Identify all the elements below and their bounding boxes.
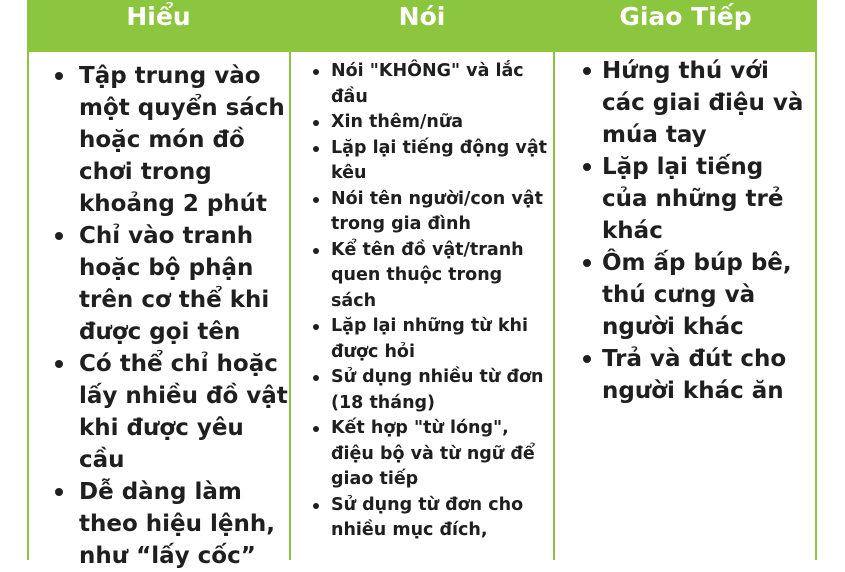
list-item: Nói "KHÔNG" và lắc đầu xyxy=(291,59,553,110)
giao-tiep-list xyxy=(555,55,815,407)
list-item: Lặp lại những từ khi được hỏi xyxy=(291,314,553,365)
header-hieu: Hiểu xyxy=(126,2,191,31)
list-item: Tập trung vào một quyển sách hoặc món đồ chơi trong khoảng 2 phút xyxy=(29,60,289,220)
list-item: Nói tên người/con vật trong gia đình xyxy=(291,187,553,238)
list-item: Chỉ vào tranh hoặc bộ phận trên cơ thể khi được gọi tên xyxy=(29,220,289,348)
list-item: Trả và đút cho người khác ăn xyxy=(555,343,815,407)
hieu-list xyxy=(29,60,289,572)
list-item: Dễ dàng làm theo hiệu lệnh, như “lấy cốc” xyxy=(29,476,289,572)
list-item: Sử dụng từ đơn cho nhiều mục đích, xyxy=(291,493,553,544)
border-right xyxy=(815,0,817,560)
list-item: Lặp lại tiếng động vật kêu xyxy=(291,136,553,187)
column-noi xyxy=(291,52,553,544)
list-item: Kể tên đồ vật/tranh quen thuộc trong sách xyxy=(291,238,553,315)
list-item: Lặp lại tiếng của những trẻ khác xyxy=(555,151,815,247)
list-item: Xin thêm/nữa xyxy=(291,110,553,136)
header-noi: Nói xyxy=(398,2,446,31)
noi-list xyxy=(291,59,553,544)
list-item: Có thể chỉ hoặc lấy nhiều đồ vật khi được yêu cầu xyxy=(29,348,289,476)
list-item: Sử dụng nhiều từ đơn (18 tháng) xyxy=(291,365,553,416)
development-table xyxy=(27,0,817,569)
column-giao-tiep xyxy=(555,52,815,407)
column-hieu xyxy=(29,52,289,572)
header-giao-tiep: Giao Tiếp xyxy=(619,2,752,31)
list-item: Ôm ấp búp bê, thú cưng và người khác xyxy=(555,247,815,343)
table-header-row xyxy=(27,0,817,52)
list-item: Kết hợp "từ lóng", điệu bộ và từ ngữ để giao tiếp xyxy=(291,416,553,493)
list-item: Hứng thú với các giai điệu và múa tay xyxy=(555,55,815,151)
